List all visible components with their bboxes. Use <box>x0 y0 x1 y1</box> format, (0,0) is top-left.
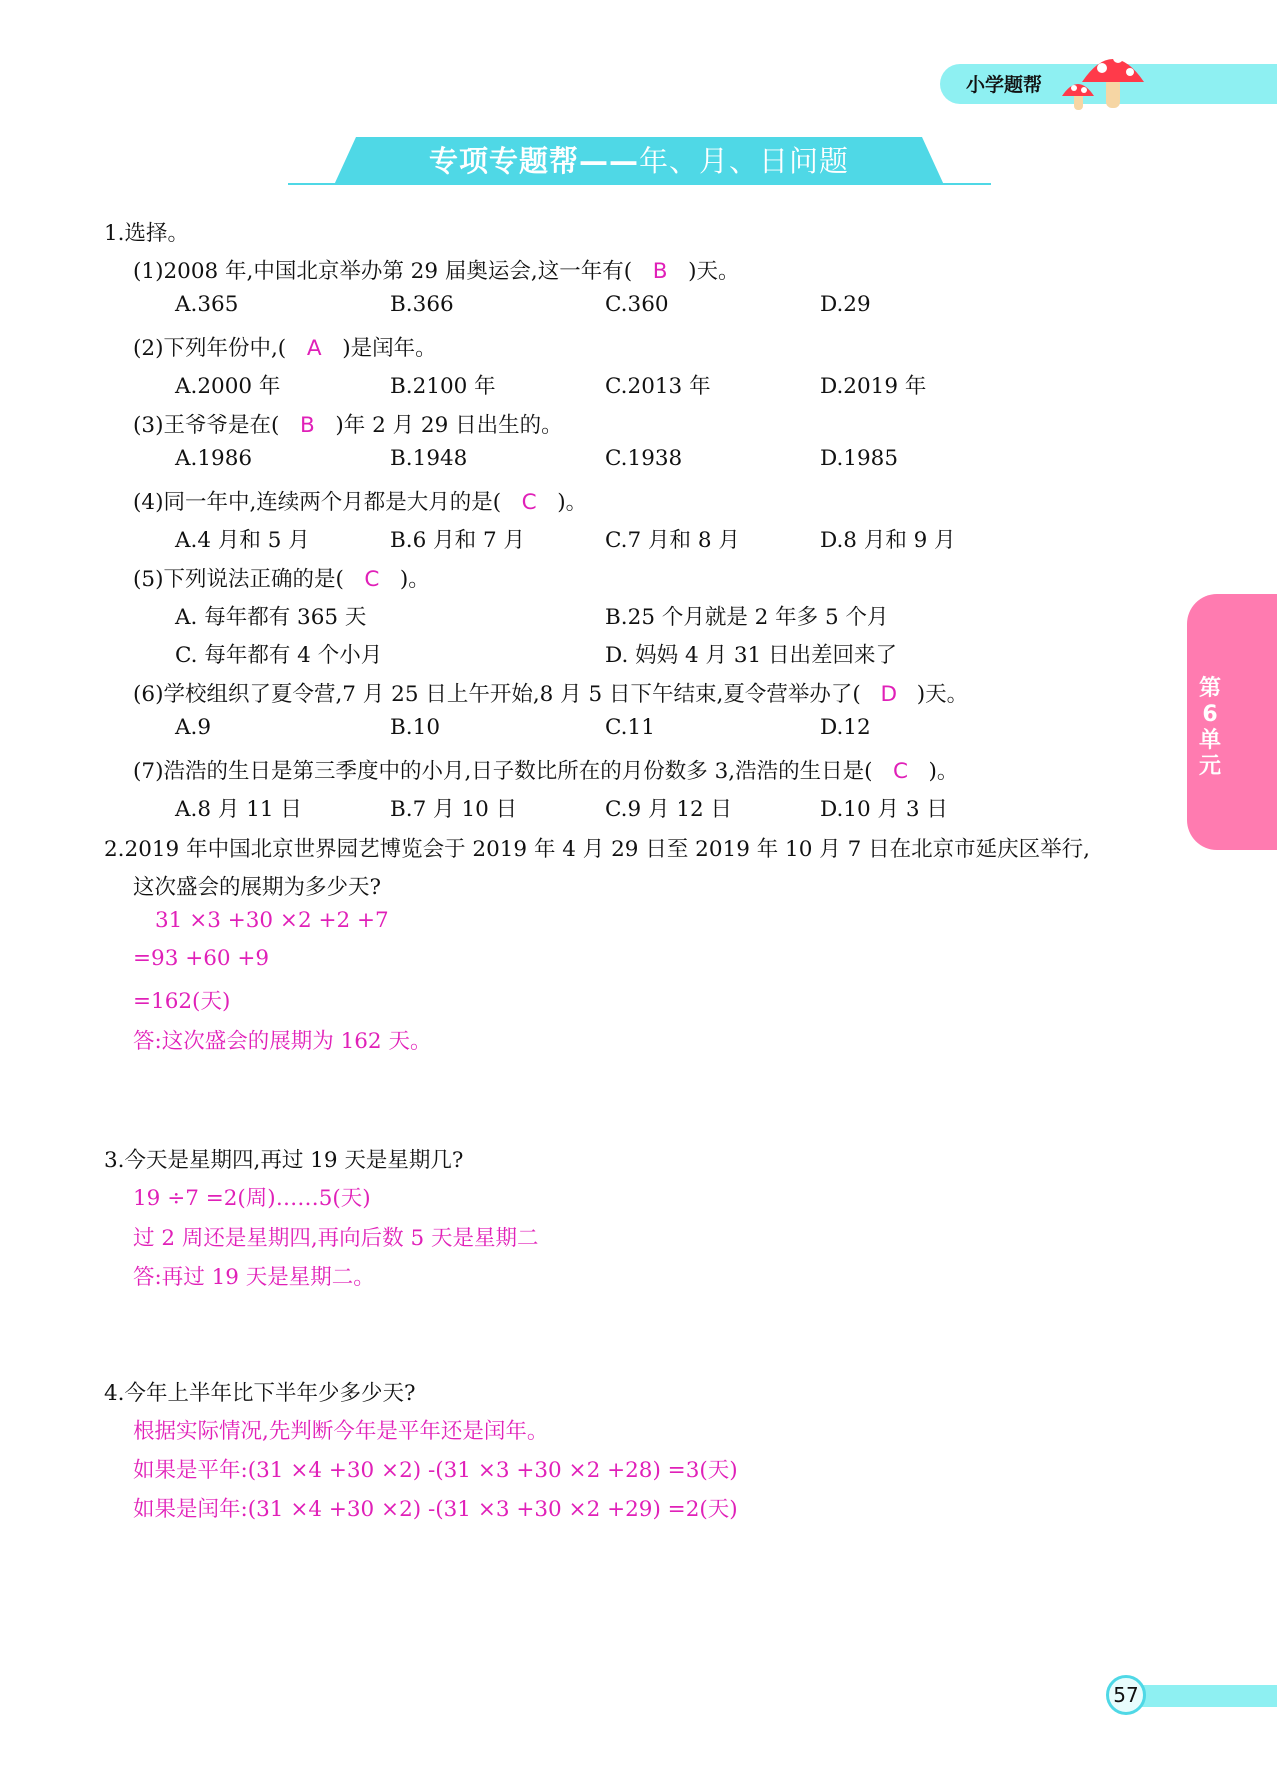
answer: C <box>364 567 380 592</box>
q3-answer: 答:再过 19 天是星期二。 <box>133 1265 375 1290</box>
q1-item-7: (7)浩浩的生日是第三季度中的小月,日子数比所在的月份数多 3,浩浩的生日是( C )。 <box>133 759 959 784</box>
option: D.2019 年 <box>820 374 927 399</box>
q1-item-5: (5)下列说法正确的是( C )。 <box>133 567 430 592</box>
option: B.1948 <box>390 446 468 471</box>
option: A. 每年都有 365 天 <box>175 605 367 630</box>
q2-answer: 答:这次盛会的展期为 162 天。 <box>133 1029 432 1054</box>
option: D.12 <box>820 715 871 740</box>
option: A.4 月和 5 月 <box>175 528 310 553</box>
q2-work: 31 ×3 +30 ×2 +2 +7 <box>155 908 389 933</box>
option: C.360 <box>605 292 669 317</box>
answer: C <box>521 490 537 515</box>
option: A.2000 年 <box>175 374 281 399</box>
brand-label: 小学题帮 <box>966 74 1043 96</box>
q1-stem: 1.选择。 <box>104 221 190 246</box>
q4-work: 根据实际情况,先判断今年是平年还是闰年。 <box>133 1419 549 1444</box>
option: B.6 月和 7 月 <box>390 528 525 553</box>
answer: D <box>880 682 898 707</box>
q2-work: =162(天) <box>133 989 231 1014</box>
page-number: 57 <box>1106 1675 1146 1715</box>
option: C. 每年都有 4 个小月 <box>175 643 383 668</box>
option: A.1986 <box>175 446 253 471</box>
q3-work: 19 ÷7 =2(周)……5(天) <box>133 1186 371 1211</box>
q2-stem-line2: 这次盛会的展期为多少天? <box>133 875 382 900</box>
option: B.366 <box>390 292 454 317</box>
answer: C <box>893 759 909 784</box>
option: B.10 <box>390 715 440 740</box>
q2-work: =93 +60 +9 <box>133 946 270 971</box>
q4-stem: 4.今年上半年比下半年少多少天? <box>104 1381 416 1406</box>
q1-item-4: (4)同一年中,连续两个月都是大月的是( C )。 <box>133 490 588 515</box>
option: A.8 月 11 日 <box>175 797 302 822</box>
unit-label: 第6单元 <box>1198 676 1221 779</box>
q4-work: 如果是平年:(31 ×4 +30 ×2) -(31 ×3 +30 ×2 +28) =3(天) <box>133 1458 738 1483</box>
mushroom-icon <box>1060 44 1150 114</box>
q3-work: 过 2 周还是星期四,再向后数 5 天是星期二 <box>133 1226 539 1251</box>
option: D.29 <box>820 292 871 317</box>
option: B.2100 年 <box>390 374 496 399</box>
q1-item-2: (2)下列年份中,( A )是闰年。 <box>133 336 437 361</box>
option: B.25 个月就是 2 年多 5 个月 <box>605 605 889 630</box>
answer: B <box>652 259 668 284</box>
option: C.7 月和 8 月 <box>605 528 740 553</box>
answer: A <box>306 336 322 361</box>
page-bar <box>1130 1685 1277 1707</box>
option: D.8 月和 9 月 <box>820 528 956 553</box>
option: B.7 月 10 日 <box>390 797 518 822</box>
option: C.1938 <box>605 446 683 471</box>
option: C.9 月 12 日 <box>605 797 733 822</box>
option: A.365 <box>175 292 239 317</box>
option: D.1985 <box>820 446 899 471</box>
option: D. 妈妈 4 月 31 日出差回来了 <box>605 643 898 668</box>
q1-item-6: (6)学校组织了夏令营,7 月 25 日上午开始,8 月 5 日下午结束,夏令营举办了( D )天。 <box>133 682 969 707</box>
page-title: 专项专题帮——年、月、日问题 <box>428 144 850 178</box>
q2-stem-line1: 2.2019 年中国北京世界园艺博览会于 2019 年 4 月 29 日至 2019 年 10 月 7 日在北京市延庆区举行, <box>104 837 1090 862</box>
q4-work: 如果是闰年:(31 ×4 +30 ×2) -(31 ×3 +30 ×2 +29) =2(天) <box>133 1497 738 1522</box>
option: C.2013 年 <box>605 374 711 399</box>
option: C.11 <box>605 715 655 740</box>
q1-item-1: (1)2008 年,中国北京举办第 29 届奥运会,这一年有( B )天。 <box>133 259 740 284</box>
option: A.9 <box>175 715 212 740</box>
q3-stem: 3.今天是星期四,再过 19 天是星期几? <box>104 1148 464 1173</box>
q1-item-3: (3)王爷爷是在( B )年 2 月 29 日出生的。 <box>133 413 563 438</box>
option: D.10 月 3 日 <box>820 797 948 822</box>
answer: B <box>299 413 315 438</box>
